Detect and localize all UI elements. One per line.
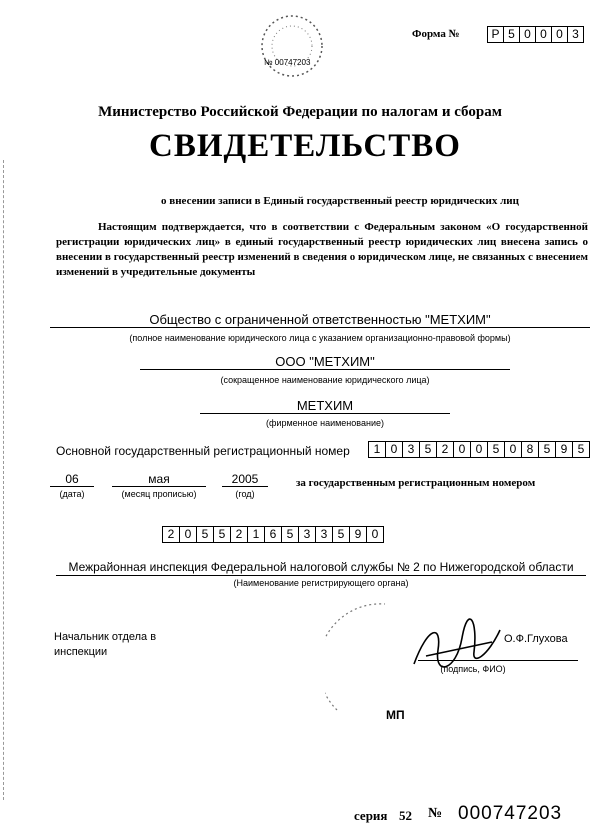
reg-number-boxes [162,526,384,543]
date-month-caption: (месяц прописью) [121,489,197,499]
short-name-caption: (сокращенное наименование юридического лица) [220,375,430,385]
digit-box: 0 [371,527,379,541]
form-code-boxes [487,26,584,43]
digit-box: 1 [248,527,265,542]
document-title: СВИДЕТЕЛЬСТВО [149,128,461,164]
brand-name-line [200,413,450,414]
digit-box: Р [488,27,504,42]
date-day: 06 [65,472,79,486]
digit-box: 2 [231,527,248,542]
digit-box: 5 [282,527,299,542]
digit-box: 6 [265,527,282,542]
digit-box: 2 [437,442,454,457]
digit-box: 5 [197,527,214,542]
serial-series: 52 [399,808,412,823]
digit-box: 5 [420,442,437,457]
document-subtitle: о внесении записи в Единый государственный реестр юридических лиц [161,195,519,207]
full-name-line [50,327,590,328]
digit-box: 0 [536,27,552,42]
digit-box: 8 [522,442,539,457]
serial-number: 000747203 [458,803,563,824]
digit-box: 5 [577,442,585,456]
digit-box: 5 [539,442,556,457]
signature-line [418,660,578,661]
serial-no-label: № [428,806,443,821]
ogrn-boxes [368,441,590,458]
date-month: мая [148,472,170,486]
stamp-number: № 00747203 [264,58,311,67]
mp-label: МП [386,708,405,722]
digit-box: 0 [520,27,536,42]
digit-box: 2 [163,527,180,542]
signature-caption: (подпись, ФИО) [440,664,506,674]
digit-box: 5 [504,27,520,42]
digit-box: 3 [572,27,579,41]
brand-name-caption: (фирменное наименование) [266,418,384,428]
authority-value: Межрайонная инспекция Федеральной налоговой службы № 2 по Нижегородской области [68,560,574,574]
digit-box: 5 [214,527,231,542]
date-year-line [222,486,268,487]
digit-box: 3 [299,527,316,542]
digit-box: 5 [333,527,350,542]
signer-name: О.Ф.Глухова [504,633,568,645]
form-label: Форма № [412,28,460,40]
digit-box: 5 [488,442,505,457]
digit-box: 0 [180,527,197,542]
date-year: 2005 [231,472,259,486]
date-day-line [50,486,94,487]
ministry-title: Министерство Российской Федерации по налогам и сборам [98,104,502,120]
intro-paragraph: Настоящим подтверждается, что в соответствии с Федеральным законом «О государственной регистрации юридических лиц» в единый государственный реестр юридических лиц внесена запись о внесении в государственный реестр изменений в сведения о юридическом лице, не связанных с внесением изменений в учредительные документы [56,221,588,278]
full-name-value: Общество с ограниченной ответственностью "МЕТХИМ" [149,312,491,327]
full-name-caption: (полное наименование юридического лица с указанием организационно-правовой формы) [129,333,511,343]
short-name-line [140,369,510,370]
authority-line [56,575,586,576]
signer-position: Начальник отдела в инспекции [54,631,157,658]
brand-name-value: МЕТХИМ [296,398,354,413]
digit-box: 3 [403,442,420,457]
digit-box: 0 [471,442,488,457]
serial-label: серия [354,808,388,823]
reg-number-label: за государственным регистрационным номером [296,477,536,489]
digit-box: 3 [316,527,333,542]
date-day-caption: (дата) [59,489,85,499]
stamp-seal-icon [252,10,332,82]
digit-box: 9 [556,442,573,457]
digit-box: 0 [454,442,471,457]
digit-box: 0 [505,442,522,457]
left-margin-dots [3,160,4,800]
ogrn-label: Основной государственный регистрационный номер [56,444,350,458]
digit-box: 9 [350,527,367,542]
short-name-value: ООО "МЕТХИМ" [275,354,375,369]
date-year-caption: (год) [235,489,255,499]
digit-box: 0 [386,442,403,457]
digit-box: 0 [552,27,568,42]
authority-caption: (Наименование регистрирующего органа) [233,578,409,588]
date-month-line [112,486,206,487]
digit-box: 1 [369,442,386,457]
